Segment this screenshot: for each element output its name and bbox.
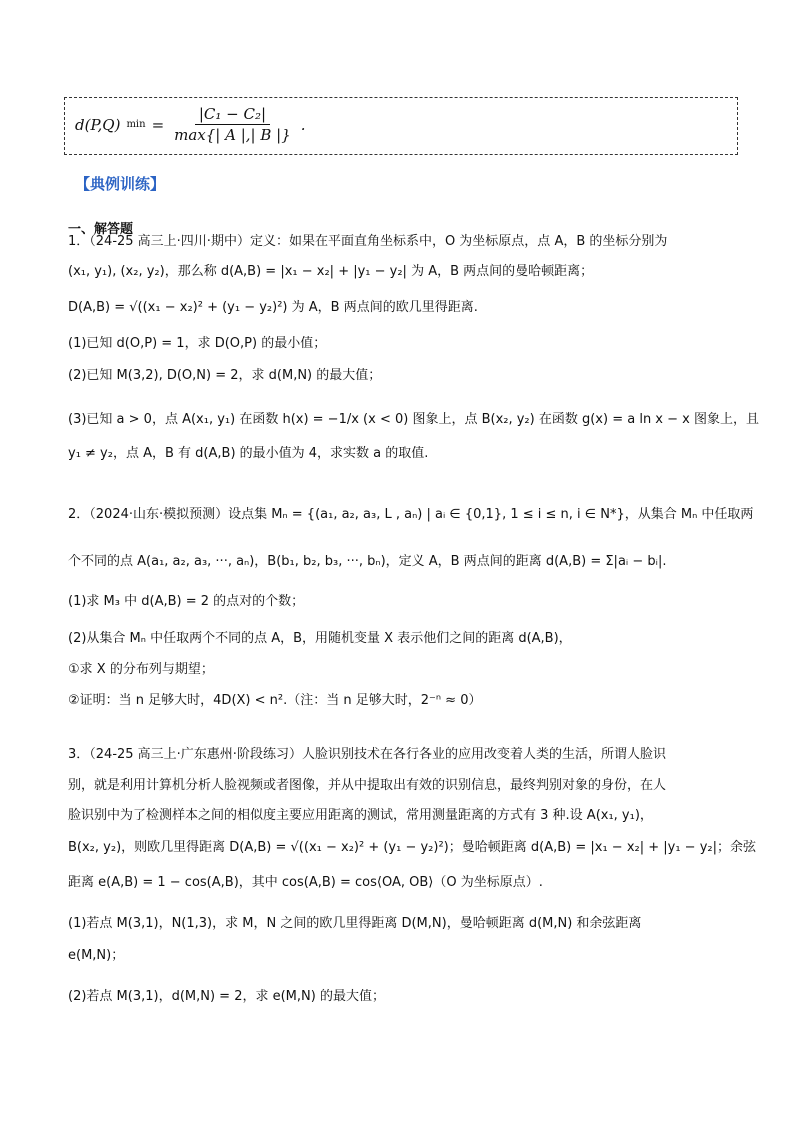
problem-line: (2)若点 M(3,1)，d(M,N) = 2，求 e(M,N) 的最大值； bbox=[68, 989, 385, 1004]
problem-line: (1)若点 M(3,1)，N(1,3)，求 M，N 之间的欧几里得距离 D(M,N)，曼哈顿距离 d(M,N) 和余弦距离 bbox=[68, 916, 642, 931]
problem-line: 1．（24-25 高三上·四川·期中）定义：如果在平面直角坐标系中，O 为坐标原点，点 A，B 的坐标分别为 bbox=[68, 234, 668, 249]
problem-line: 别，就是利用计算机分析人脸视频或者图像，并从中提取出有效的识别信息，最终判别对象的身份，在人 bbox=[68, 778, 667, 793]
problem-line: y₁ ≠ y₂，点 A，B 有 d(A,B) 的最小值为 4，求实数 a 的取值. bbox=[68, 446, 429, 461]
formula-lhs: d(P,Q) bbox=[75, 115, 121, 134]
section-title: 【典例训练】 bbox=[75, 175, 166, 193]
problem-line: 距离 e(A,B) = 1 − cos(A,B)，其中 cos(A,B) = cos⟨OA, OB⟩（O 为坐标原点）. bbox=[68, 875, 543, 890]
problem-line: 脸识别中为了检测样本之间的相似度主要应用距离的测试，常用测量距离的方式有 3 种.设 A(x₁, y₁)， bbox=[68, 808, 653, 823]
problem-line: ②证明：当 n 足够大时，4D(X) < n².（注：当 n 足够大时，2⁻ⁿ ≈ 0） bbox=[68, 693, 482, 708]
formula-equals: = bbox=[151, 115, 165, 134]
formula-fraction bbox=[170, 104, 295, 145]
problem-line: (2)从集合 Mₙ 中任取两个不同的点 A，B，用随机变量 X 表示他们之间的距离 d(A,B)， bbox=[68, 631, 572, 646]
problem-line: (3)已知 a > 0，点 A(x₁, y₁) 在函数 h(x) = −1/x (x < 0) 图象上，点 B(x₂, y₂) 在函数 g(x) = a ln x − x 图象上，且 bbox=[68, 412, 759, 427]
problem-line: (2)已知 M(3,2), D(O,N) = 2，求 d(M,N) 的最大值； bbox=[68, 368, 382, 383]
problem-line: B(x₂, y₂)，则欧几里得距离 D(A,B) = √((x₁ − x₂)² + (y₁ − y₂)²)；曼哈顿距离 d(A,B) = |x₁ − x₂| + |y₁ − y₂|；余弦 bbox=[68, 840, 756, 855]
problem-line: 3．（24-25 高三上·广东惠州·阶段练习）人脸识别技术在各行各业的应用改变着人类的生活，所谓人脸识 bbox=[68, 747, 666, 762]
section-heading: 一、解答题 bbox=[68, 222, 134, 237]
problem-line: (1)求 M₃ 中 d(A,B) = 2 的点对的个数； bbox=[68, 594, 305, 609]
problem-line: (1)已知 d(O,P) = 1，求 D(O,P) 的最小值； bbox=[68, 336, 327, 351]
problem-line: e(M,N)； bbox=[68, 948, 125, 963]
formula-denominator: max{| A |,| B |} bbox=[174, 126, 291, 144]
formula-period: . bbox=[300, 115, 306, 134]
formula-numerator: |C₁ − C₂| bbox=[195, 104, 270, 125]
formula bbox=[75, 104, 306, 145]
problem-line: 个不同的点 A(a₁, a₂, a₃, ···, aₙ)，B(b₁, b₂, b₃, ···, bₙ)，定义 A，B 两点间的距离 d(A,B) = Σ|aᵢ − bᵢ|. bbox=[68, 554, 667, 569]
problem-line: (x₁, y₁), (x₂, y₂)，那么称 d(A,B) = |x₁ − x₂| + |y₁ − y₂| 为 A，B 两点间的曼哈顿距离； bbox=[68, 264, 594, 279]
problem-line: 2．（2024·山东·模拟预测）设点集 Mₙ = {(a₁, a₂, a₃, L , aₙ) | aᵢ ∈ {0,1}, 1 ≤ i ≤ n, i ∈ N*}，从集合 Mₙ 中任取两 bbox=[68, 507, 754, 522]
formula-box bbox=[64, 97, 738, 155]
problem-line: D(A,B) = √((x₁ − x₂)² + (y₁ − y₂)²) 为 A，B 两点间的欧几里得距离. bbox=[68, 300, 478, 315]
problem-line: ①求 X 的分布列与期望； bbox=[68, 662, 214, 677]
formula-lhs-sub: min bbox=[126, 119, 146, 130]
